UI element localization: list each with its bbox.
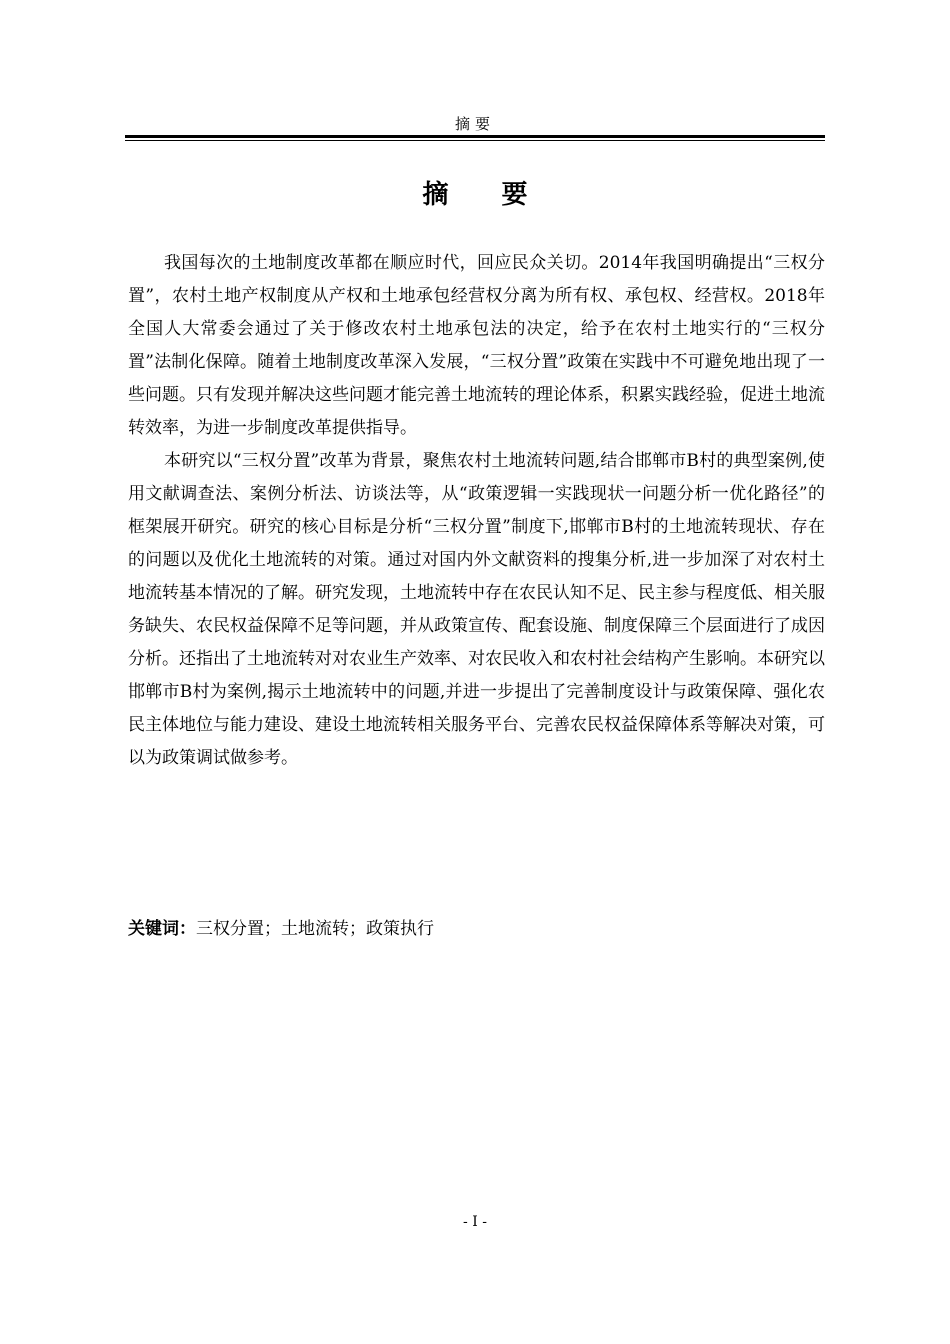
abstract-paragraph-1: 我国每次的土地制度改革都在顺应时代，回应民众关切。2014年我国明确提出“三权分置”，农村土地产权制度从产权和土地承包经营权分离为所有权、承包权、经营权。2018年全国人大常委会通过了关于修改农村土地承包法的决定，给予在农村土地实行的“三权分置”法制化保障。随着土地制度改革深入发展，“三权分置”政策在实践中不可避免地出现了一些问题。只有发现并解决这些问题才能完善土地流转的理论体系，积累实践经验，促进土地流转效率，为进一步制度改革提供指导。 [128,253,825,438]
abstract-body [128,247,825,775]
keywords-value: 三权分置；土地流转；政策执行 [196,919,434,939]
header-rule-thin [125,140,825,141]
abstract-paragraph-2: 本研究以“三权分置”改革为背景，聚焦农村土地流转问题,结合邯郸市B村的典型案例,使用文献调查法、案例分析法、访谈法等，从“政策逻辑一实践现状一问题分析一优化路径”的框架展开研究。研究的核心目标是分析“三权分置”制度下,邯郸市B村的土地流转现状、存在的问题以及优化土地流转的对策。通过对国内外文献资料的搜集分析,进一步加深了对农村土地流转基本情况的了解。研究发现，土地流转中存在农民认知不足、民主参与程度低、相关服务缺失、农民权益保障不足等问题，并从政策宣传、配套设施、制度保障三个层面进行了成因分析。还指出了土地流转对对农业生产效率、对农民收入和农村社会结构产生影响。本研究以邯郸市B村为案例,揭示土地流转中的问题,并进一步提出了完善制度设计与政策保障、强化农民主体地位与能力建设、建设土地流转相关服务平台、完善农民权益保障体系等解决对策，可以为政策调试做参考。 [128,451,825,768]
page-number: - I - [463,1214,487,1230]
keywords-line [128,913,825,946]
header-rule-thick [125,135,825,138]
page-title: 摘 要 [422,180,550,210]
running-header: 摘要 [454,115,495,133]
keywords-label: 关键词： [128,919,196,939]
